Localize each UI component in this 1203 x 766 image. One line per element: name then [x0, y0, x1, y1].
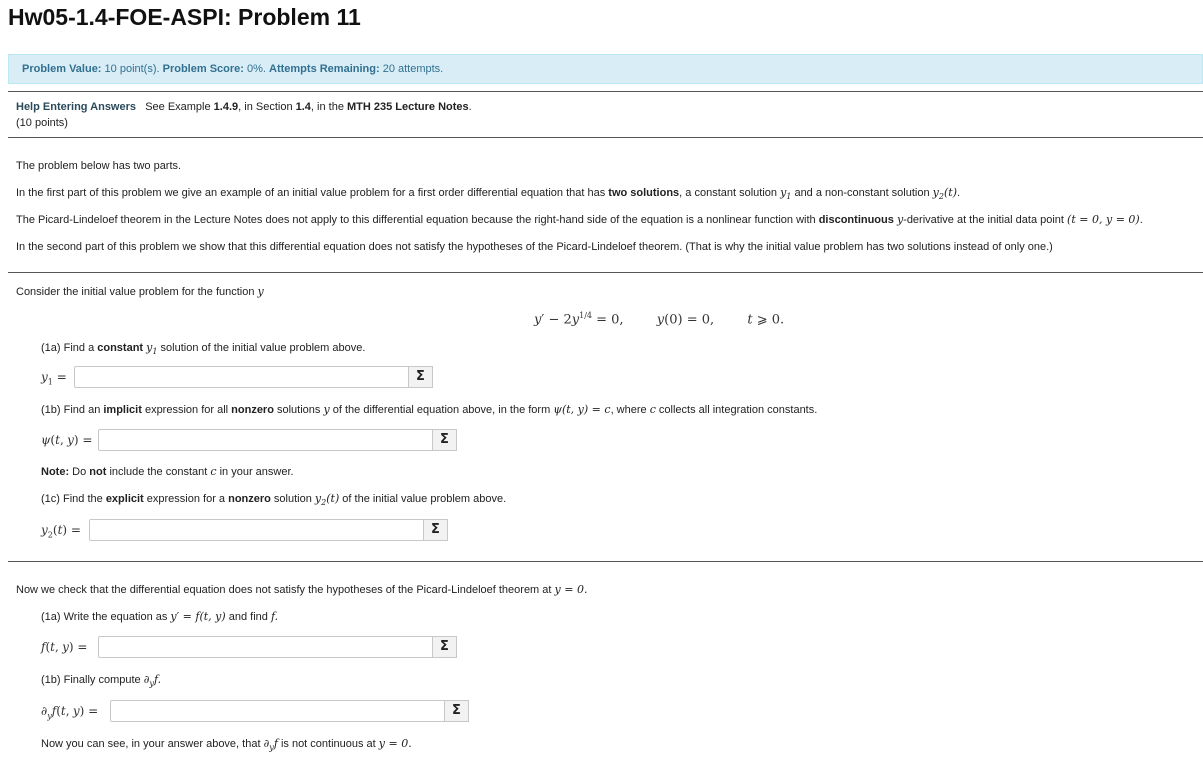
math-y2t: $y_2(t)$: [314, 492, 340, 508]
text: In the first part of this problem we give an example of an initial value problem for a first order differential equation that has: [16, 187, 609, 199]
text: (1c) Find the: [41, 493, 106, 505]
label-f: f(t, y) =: [41, 640, 88, 654]
problem-score: 0%.: [243, 63, 270, 75]
text: Consider the initial value problem for the function: [16, 286, 258, 298]
equation-editor-button[interactable]: Σ: [433, 636, 457, 658]
lecture-notes-ref: MTH 235 Lecture Notes: [347, 101, 469, 113]
divider: [8, 137, 1203, 138]
text: -derivative at the initial data point: [903, 214, 1068, 226]
intro-p3: [16, 213, 1143, 226]
text: include the constant: [106, 466, 211, 478]
text: collects all integration constants.: [655, 404, 818, 416]
text: (1b) Finally compute: [41, 674, 144, 686]
question-1c: [41, 492, 506, 507]
question-1a: [41, 341, 365, 356]
math-y1: $y_1$: [146, 341, 158, 357]
text: explicit: [105, 493, 144, 505]
text: nonzero: [228, 493, 271, 505]
text: , where: [610, 404, 650, 416]
help-entering-answers-link[interactable]: Help Entering Answers: [16, 101, 137, 113]
divider: [8, 272, 1203, 273]
text: of the differential equation above, in the form: [329, 404, 554, 416]
math-c: c: [210, 465, 217, 478]
label-psi: ψ(t, y) =: [41, 433, 93, 447]
text: not: [89, 466, 107, 478]
section-ref: 1.4: [295, 101, 311, 113]
text: Now we check that the differential equation does not satisfy the hypotheses of the Picard-Lindeloef theorem at: [16, 584, 555, 596]
text: .: [956, 187, 961, 199]
help-text: See Example: [145, 101, 214, 113]
part2-intro: [16, 583, 587, 596]
divider: [8, 561, 1203, 562]
f-answer-input[interactable]: [98, 636, 433, 658]
label-y2: $y_2(t)$ =: [41, 523, 81, 540]
divider: [8, 91, 1203, 92]
text: nonzero: [231, 404, 274, 416]
text: (1a) Find a: [41, 342, 98, 354]
text: solution: [270, 493, 315, 505]
text: (1b) Find an: [41, 404, 104, 416]
text: .: [1139, 214, 1143, 226]
points-text: (10 points): [16, 117, 68, 129]
text: in your answer.: [216, 466, 294, 478]
text: The Picard-Lindeloef theorem in the Lecture Notes does not apply to this differential equation because the right-hand side of the equation is a nonlinear function with: [16, 214, 819, 226]
math-y1: $y_1$: [780, 186, 792, 202]
help-text: , in Section: [238, 101, 296, 113]
equation-editor-button[interactable]: Σ: [424, 519, 448, 541]
math-y-eq-0: y = 0.: [378, 737, 412, 750]
problem-value-label: Problem Value:: [22, 63, 102, 75]
label-y1: $y_1$ =: [41, 370, 67, 387]
question-1b: [41, 403, 817, 416]
math-y: y: [323, 403, 330, 416]
math-c: c: [649, 403, 656, 416]
y2-answer-input[interactable]: [89, 519, 424, 541]
help-text: , in the: [310, 101, 347, 113]
equation-editor-button[interactable]: Σ: [433, 429, 457, 451]
note-text: [41, 465, 294, 478]
text: Note:: [41, 466, 70, 478]
help-line: [16, 101, 472, 113]
page-title: Hw05-1.4-FOE-ASPI: Problem 11: [8, 4, 361, 30]
problem-score-label: Problem Score:: [162, 63, 244, 75]
problem-info-banner: [8, 54, 1203, 84]
intro-p1: The problem below has two parts.: [16, 160, 182, 172]
text: solution of the initial value problem above.: [157, 342, 366, 354]
text: expression for a: [143, 493, 229, 505]
text: (1a) Write the equation as: [41, 611, 171, 623]
text: and a non-constant solution: [791, 187, 933, 199]
text: , a constant solution: [679, 187, 781, 199]
text: is not continuous at: [277, 738, 379, 750]
attempts-remaining: 20 attempts.: [379, 63, 444, 75]
problem-info-text: [22, 63, 443, 75]
text: constant: [97, 342, 144, 354]
consider-text: [16, 285, 264, 298]
text: and find: [225, 611, 271, 623]
intro-p2: [16, 186, 960, 201]
math-dyf: $\partial_yf$.: [143, 673, 162, 689]
part2-question-1b: [41, 673, 161, 688]
text: Now you can see, in your answer above, that: [41, 738, 264, 750]
equation-editor-button[interactable]: Σ: [409, 366, 433, 388]
psi-answer-input[interactable]: [98, 429, 433, 451]
math-y2t: $y_2(t)$: [932, 186, 957, 202]
math-y: y: [257, 285, 264, 298]
label-dyf: $\partial_yf(t$, y) =: [41, 704, 99, 721]
problem-value: 10 point(s).: [101, 63, 163, 75]
part2-question-1a: [41, 610, 278, 623]
example-ref: 1.4.9: [213, 101, 239, 113]
final-remark: [41, 737, 412, 752]
attempts-label: Attempts Remaining:: [269, 63, 380, 75]
y1-answer-input[interactable]: [74, 366, 409, 388]
text: Do: [69, 466, 90, 478]
dyf-answer-input[interactable]: [110, 700, 445, 722]
text: of the initial value problem above.: [339, 493, 507, 505]
math-dyf: $\partial_yf$: [263, 737, 278, 753]
text: implicit: [103, 404, 142, 416]
math-f: f.: [270, 610, 279, 623]
text: discontinuous: [818, 214, 894, 226]
math-yprime-f: y′ = f(t, y): [170, 610, 226, 623]
help-text: .: [468, 101, 472, 113]
equation-editor-button[interactable]: Σ: [445, 700, 469, 722]
ivp-equation: $y' - 2y^{1/4} = 0$, y(0) = 0, t ⩾ 0.: [534, 311, 785, 328]
text: solutions: [273, 404, 324, 416]
math-y-eq-0: y = 0.: [554, 583, 588, 596]
intro-p4: In the second part of this problem we show that this differential equation does not satisfy the hypotheses of the Picard-Lindeloef theorem. (That is why the initial value problem has two solutions instead of only one.): [16, 241, 1053, 253]
math-y: y: [896, 213, 904, 226]
math-initial-point: (t = 0, y = 0): [1067, 213, 1140, 226]
text: expression for all: [141, 404, 232, 416]
math-psi: ψ(t, y) = c: [553, 403, 611, 416]
text: two solutions: [608, 187, 680, 199]
